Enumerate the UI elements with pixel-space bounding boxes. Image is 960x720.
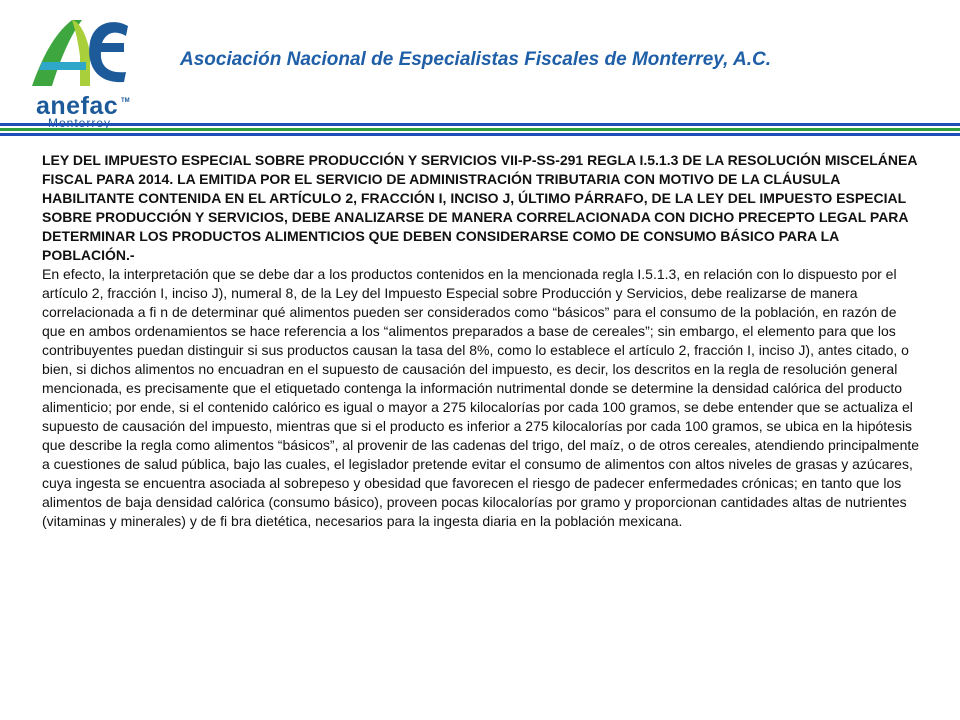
document-paragraph: En efecto, la interpretación que se debe dar a los productos contenidos en la mencionada regla I.5.1.3, en relación con lo dispuesto por el artículo 2, fracción I, inciso J), numeral 8, de la Ley del Impuesto Especial sobre Producción y Servicios, debe realizarse de manera correlacionada a fi n de determinar qué alimentos pueden ser considerados como “básicos” para el consumo de la población, en razón de que en ambos ordenamientos se hace referencia a los “alimentos preparados a base de cereales”; sin embargo, el elemento para que los contribuyentes puedan distinguir si sus productos causan la tasa del 8%, como lo establece el artículo 2, fracción I, inciso J), antes citado, o bien, si dichos alimentos no encuadran en el supuesto de causación del impuesto, es decir, los descritos en la regla de resolución general mencionada, es precisamente que el etiquetado contenga la información nutrimental donde se determine la densidad calórica del producto alimenticio; por ende, si el contenido calórico es igual o mayor a 275 kilocalorías por cada 100 gramos, se debe entender que se actualiza el supuesto de causación del impuesto, mientras que si el producto es inferior a 275 kilocalorías por cada 100 gramos, se ubica en la hipótesis que describe la regla como alimentos “básicos”, al provenir de las cadenas del trigo, del maíz, o de otros cereales, atendiendo principalmente a cuestiones de salud pública, bajo las cuales, el legislador pretende evitar el consumo de alimentos con altos niveles de grasas y azúcares, cuya ingesta se encuentra asociada al sobrepeso y obesidad que favorecen el riesgo de padecer enfermedades crónicas; en tanto que los alimentos de baja densidad calórica (consumo básico), proveen pocas kilocalorías por gramo y proporcionan cantidades altas de nutrientes (vitaminas y minerales) y de fi bra dietética, necesarios para la ingesta diaria en la población mexicana. bbox=[42, 266, 920, 529]
logo-trademark: TM bbox=[121, 98, 130, 104]
logo-brand-text: anefac bbox=[36, 92, 119, 120]
document-body bbox=[42, 151, 922, 531]
document-heading: LEY DEL IMPUESTO ESPECIAL SOBRE PRODUCCIÓN Y SERVICIOS VII-P-SS-291 REGLA I.5.1.3 DE LA RESOLUCIÓN MISCELÁNEA FISCAL PARA 2014. LA EMITIDA POR EL SERVICIO DE ADMINISTRACIÓN TRIBUTARIA CON MOTIVO DE LA CLÁUSULA HABILITANTE CONTENIDA EN EL ARTÍCULO 2, FRACCIÓN I, INCISO J, ÚLTIMO PÁRRAFO, DE LA LEY DEL IMPUESTO ESPECIAL SOBRE PRODUCCIÓN Y SERVICIOS, DEBE ANALIZARSE DE MANERA CORRELACIONADA CON DICHO PRECEPTO LEGAL PARA DETERMINAR LOS PRODUCTOS ALIMENTICIOS QUE DEBEN CONSIDERARSE COMO DE CONSUMO BÁSICO PARA LA POBLACIÓN.- bbox=[42, 152, 917, 263]
ae-monogram-icon bbox=[28, 12, 138, 97]
page-title: Asociación Nacional de Especialistas Fiscales de Monterrey, A.C. bbox=[180, 49, 771, 70]
anefac-logo bbox=[28, 12, 138, 122]
header-divider-green bbox=[0, 128, 960, 131]
header-divider-blue-top bbox=[0, 123, 960, 126]
header-divider-blue-bottom bbox=[0, 133, 960, 136]
